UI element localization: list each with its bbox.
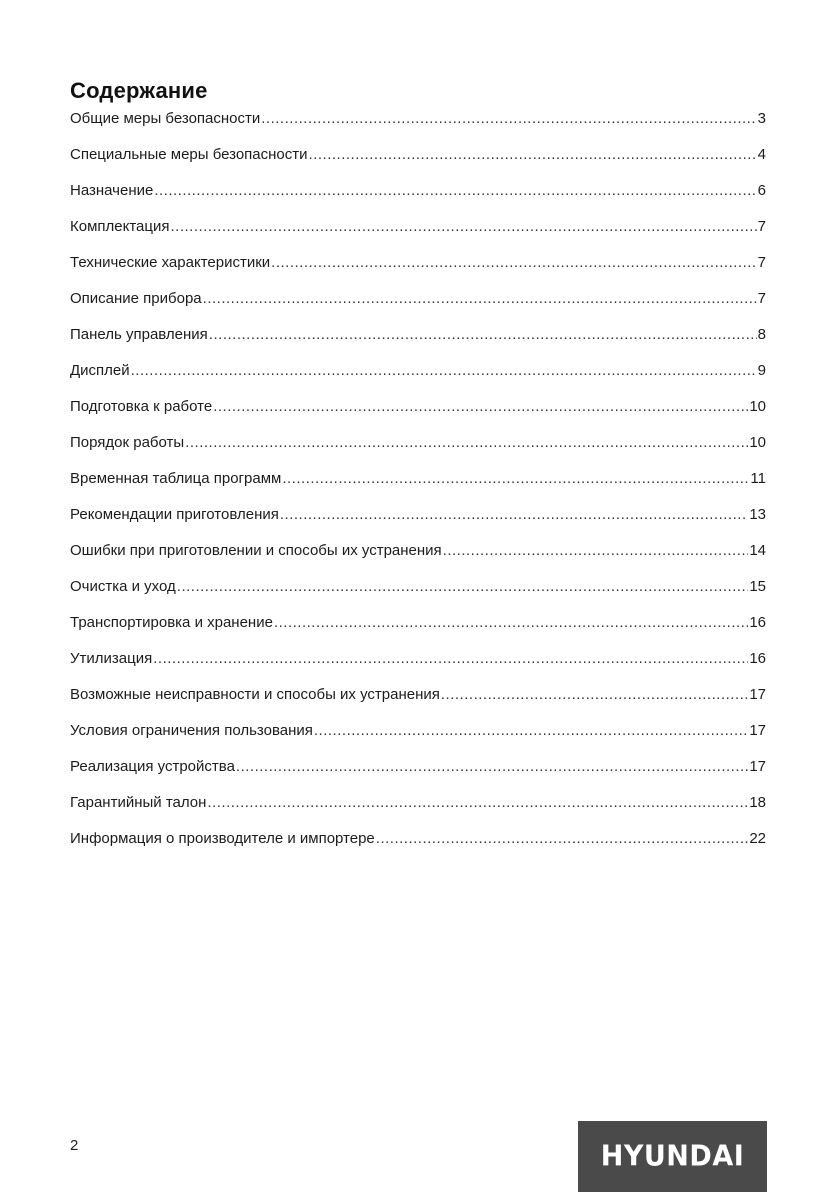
toc-dot-leader — [131, 360, 757, 382]
toc-entry-label: Ошибки при приготовлении и способы их устранения — [70, 542, 442, 559]
toc-entry-page: 18 — [749, 794, 766, 811]
toc-entry-page: 16 — [749, 650, 766, 667]
toc-dot-leader — [274, 612, 748, 634]
toc-entry-label: Комплектация — [70, 218, 170, 235]
toc-entry[interactable] — [70, 324, 766, 360]
toc-entry-label: Панель управления — [70, 326, 208, 343]
toc-entry-page: 10 — [749, 398, 766, 415]
toc-entry-page: 7 — [757, 254, 766, 271]
toc-dot-leader — [271, 252, 757, 274]
toc-dot-leader — [443, 540, 749, 562]
toc-entry[interactable] — [70, 288, 766, 324]
toc-entry-page: 6 — [757, 182, 766, 199]
toc-entry[interactable] — [70, 540, 766, 576]
brand-logo-text: HYUNDAI — [600, 1140, 745, 1173]
toc-entry[interactable] — [70, 252, 766, 288]
toc-entry[interactable] — [70, 612, 766, 648]
toc-entry[interactable] — [70, 468, 766, 504]
toc-entry-page: 22 — [749, 830, 766, 847]
toc-entry[interactable] — [70, 720, 766, 756]
toc-dot-leader — [441, 684, 748, 706]
brand-logo — [578, 1121, 767, 1192]
toc-entry-label: Описание прибора — [70, 290, 202, 307]
toc-entry-page: 17 — [749, 686, 766, 703]
toc-dot-leader — [280, 504, 748, 526]
toc-entry[interactable] — [70, 108, 766, 144]
toc-dot-leader — [177, 576, 749, 598]
toc-dot-leader — [314, 720, 748, 742]
toc-entry-page: 3 — [757, 110, 766, 127]
toc-dot-leader — [209, 324, 757, 346]
toc-entry-page: 17 — [749, 758, 766, 775]
page-number: 2 — [70, 1137, 79, 1154]
toc-entry[interactable] — [70, 792, 766, 828]
toc-entry-label: Транспортировка и хранение — [70, 614, 273, 631]
toc-entry-label: Общие меры безопасности — [70, 110, 261, 127]
toc-entry-label: Дисплей — [70, 362, 130, 379]
toc-entry-page: 11 — [750, 470, 766, 487]
toc-entry-page: 16 — [749, 614, 766, 631]
toc-dot-leader — [185, 432, 748, 454]
table-of-contents — [70, 108, 766, 864]
toc-entry[interactable] — [70, 144, 766, 180]
toc-entry-label: Назначение — [70, 182, 154, 199]
toc-entry-page: 7 — [757, 218, 766, 235]
toc-entry-label: Гарантийный талон — [70, 794, 207, 811]
toc-entry[interactable] — [70, 684, 766, 720]
toc-entry-label: Порядок работы — [70, 434, 185, 451]
page-title: Содержание — [70, 77, 208, 103]
toc-entry-page: 15 — [749, 578, 766, 595]
toc-entry-label: Технические характеристики — [70, 254, 271, 271]
toc-entry-label: Информация о производителе и импортере — [70, 830, 375, 847]
toc-entry[interactable] — [70, 396, 766, 432]
toc-dot-leader — [213, 396, 748, 418]
toc-entry[interactable] — [70, 360, 766, 396]
toc-entry[interactable] — [70, 756, 766, 792]
toc-dot-leader — [154, 180, 756, 202]
toc-entry[interactable] — [70, 180, 766, 216]
toc-entry-page: 17 — [749, 722, 766, 739]
toc-entry-page: 7 — [757, 290, 766, 307]
toc-dot-leader — [376, 828, 749, 850]
toc-dot-leader — [282, 468, 749, 490]
toc-entry-page: 10 — [749, 434, 766, 451]
toc-dot-leader — [153, 648, 748, 670]
toc-entry-label: Утилизация — [70, 650, 153, 667]
toc-entry-page: 9 — [757, 362, 766, 379]
toc-entry-label: Реализация устройства — [70, 758, 235, 775]
toc-entry-label: Возможные неисправности и способы их устранения — [70, 686, 440, 703]
toc-entry[interactable] — [70, 504, 766, 540]
toc-dot-leader — [207, 792, 748, 814]
toc-entry[interactable] — [70, 432, 766, 468]
toc-entry[interactable] — [70, 216, 766, 252]
toc-entry[interactable] — [70, 648, 766, 684]
toc-dot-leader — [170, 216, 756, 238]
toc-dot-leader — [309, 144, 757, 166]
toc-entry-label: Специальные меры безопасности — [70, 146, 308, 163]
toc-entry[interactable] — [70, 576, 766, 612]
toc-dot-leader — [203, 288, 757, 310]
toc-entry-label: Условия ограничения пользования — [70, 722, 313, 739]
toc-entry-label: Временная таблица программ — [70, 470, 282, 487]
toc-entry[interactable] — [70, 828, 766, 864]
toc-entry-page: 14 — [749, 542, 766, 559]
toc-entry-page: 4 — [757, 146, 766, 163]
toc-entry-label: Очистка и уход — [70, 578, 176, 595]
toc-entry-page: 13 — [749, 506, 766, 523]
toc-dot-leader — [236, 756, 748, 778]
toc-entry-page: 8 — [757, 326, 766, 343]
toc-entry-label: Рекомендации приготовления — [70, 506, 279, 523]
toc-dot-leader — [261, 108, 756, 130]
toc-entry-label: Подготовка к работе — [70, 398, 213, 415]
